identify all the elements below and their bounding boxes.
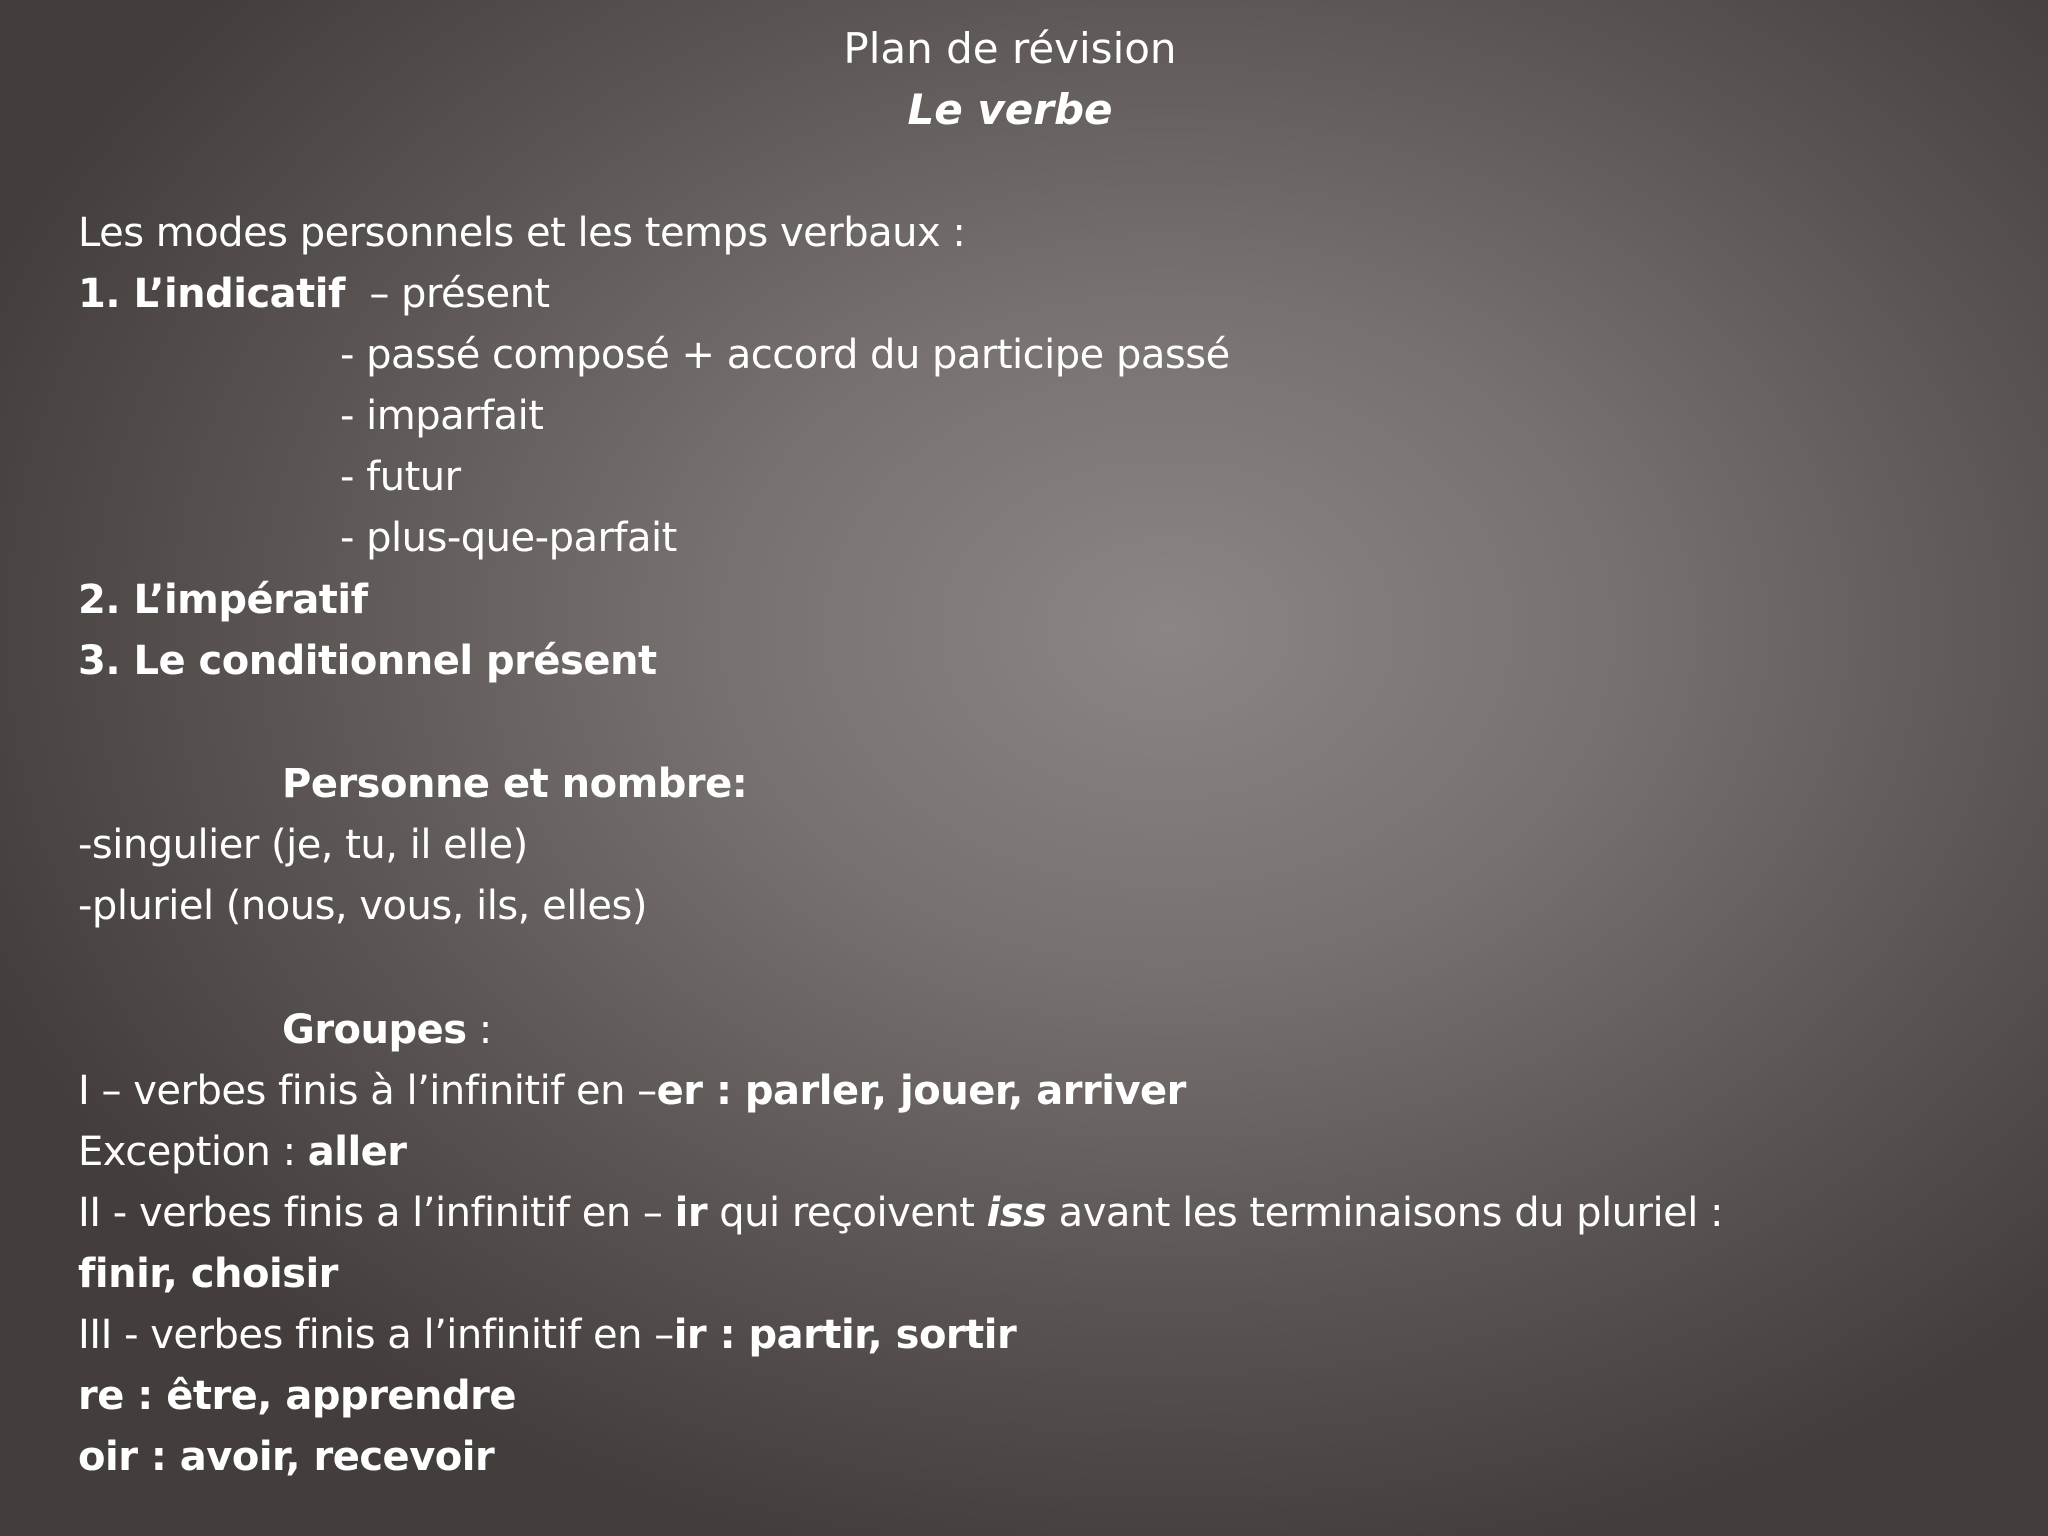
tense-plus-que-parfait: - plus-que-parfait [340,515,677,561]
groupe-3-text: III - verbes finis a l’infinitif en – [78,1312,674,1358]
groupe-1-text: I – verbes finis à l’infinitif en – [78,1068,657,1114]
groupes-heading-colon: : [466,1007,492,1053]
groupe-3-re-line: re : être, apprendre [78,1373,517,1419]
singulier-line: -singulier (je, tu, il elle) [78,822,528,868]
mode-item-indicatif [78,264,550,325]
slide-subtitle: Le verbe [907,85,1113,134]
modes-intro: Les modes personnels et les temps verbaux : [78,210,966,256]
groupe-3-oir-line: oir : avoir, recevoir [78,1434,495,1480]
groupe-3-examples: ir : partir, sortir [673,1312,1017,1358]
mode-item-conditionnel: 3. Le conditionnel présent [78,638,657,684]
tense-passe-compose: - passé composé + accord du participe passé [340,332,1230,378]
pluriel-line: -pluriel (nous, vous, ils, elles) [78,883,647,929]
groupe-1-examples: er : parler, jouer, arriver [656,1068,1186,1114]
groupe-2-text-2: qui reçoivent [707,1190,987,1236]
groupes-heading [282,1000,492,1061]
groupe-1-line [78,1061,1186,1122]
exception-line [78,1122,407,1183]
groupes-heading-label: Groupes [282,1007,467,1053]
groupe-3-line [78,1305,1016,1366]
mode-item-imperatif: 2. L’impératif [78,577,368,623]
tense-present: – présent [369,271,550,317]
groupe-2-text-1: II - verbes finis a l’infinitif en – [78,1190,675,1236]
groupe-2-examples: finir, choisir [78,1251,338,1297]
groupe-2-text-3: avant les terminaisons du pluriel : [1046,1190,1723,1236]
slide-title: Plan de révision [843,24,1177,73]
tense-futur: - futur [340,454,461,500]
personne-heading: Personne et nombre: [282,761,748,807]
exception-label: Exception : [78,1129,308,1175]
exception-value: aller [307,1129,407,1175]
mode-label-indicatif: 1. L’indicatif [78,271,345,317]
tense-imparfait: - imparfait [340,393,544,439]
groupe-2-iss: iss [986,1190,1047,1236]
groupe-2-ending: ir [674,1190,708,1236]
groupe-2-line [78,1183,1723,1244]
